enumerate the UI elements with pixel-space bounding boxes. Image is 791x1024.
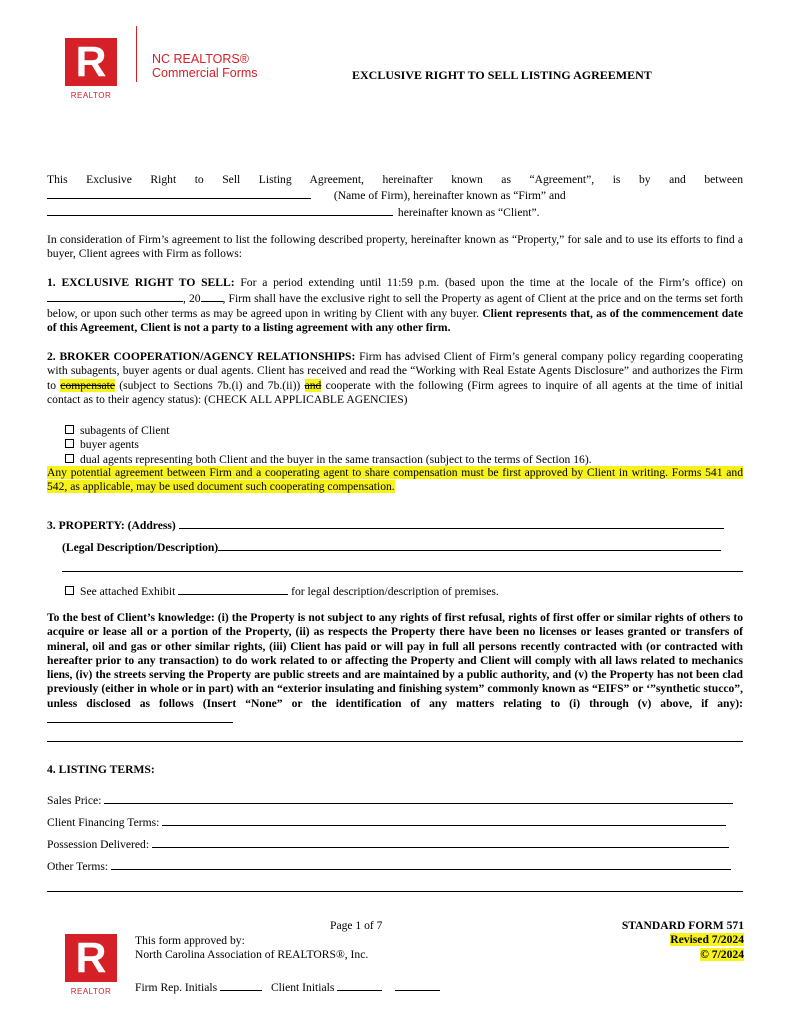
other-terms-line-2[interactable] xyxy=(47,891,743,892)
footer-realtor-logo xyxy=(63,934,119,998)
sales-price-row: Sales Price: xyxy=(47,792,743,808)
section-1-representation: Client represents that, as of the commencement date of this Agreement, Client is not a party to a listing agreement with any other firm. xyxy=(47,306,743,334)
copyright: © 7/2024 xyxy=(700,947,744,961)
exhibit-field[interactable] xyxy=(178,583,288,595)
intro-client-label: hereinafter known as “Client”. xyxy=(397,205,540,219)
end-date-field[interactable] xyxy=(47,290,183,302)
intro-paragraph xyxy=(47,173,743,220)
firm-name-field[interactable] xyxy=(47,187,311,199)
listing-terms-heading: 4. LISTING TERMS: xyxy=(47,763,155,776)
page-number: Page 1 of 7 xyxy=(330,919,383,932)
possession-field[interactable] xyxy=(152,836,729,848)
client-name-field[interactable] xyxy=(47,204,393,216)
section-1-text-a: For a period extending until 11:59 p.m. (based upon the time at the locale of the Firm’s office) on xyxy=(240,276,743,289)
financing-terms-row: Client Financing Terms: xyxy=(47,814,743,830)
sales-price-field[interactable] xyxy=(104,792,733,804)
other-terms-row: Other Terms: xyxy=(47,858,743,874)
legal-description-row xyxy=(62,539,743,555)
checkbox-icon[interactable] xyxy=(65,425,74,434)
footer-logo-caption: REALTOR xyxy=(70,987,112,996)
disclosure-line-2[interactable] xyxy=(47,741,743,742)
legal-description-label: (Legal Description/Description) xyxy=(62,541,219,554)
form-id-block xyxy=(622,919,744,962)
compensation-highlight: Any potential agreement between Firm and a cooperating agent to share compensation must be first approved by Client in writing. Forms 541 and 542, as applicable, may be used document such cooperating compensation. xyxy=(47,466,743,494)
option-buyer-agents[interactable]: buyer agents xyxy=(65,438,592,452)
financing-terms-field[interactable] xyxy=(162,814,726,826)
brand-line-1: NC REALTORS® xyxy=(152,52,249,66)
section-1: 1. EXCLUSIVE RIGHT TO SELL: For a period extending until 11:59 p.m. (based upon the time at the locale of the Firm’s office) on , 20 , Firm shall have the exclusive right to sell the Property as agent of Client at the price and on the terms set forth below, or upon such other terms as may be agreed upon in writing by Client with any buyer. Client represents that, as of the commencement date of this Agreement, Client is not a party to a listing agreement with any other firm. xyxy=(47,276,744,334)
disclosure-field[interactable] xyxy=(47,711,233,723)
struck-and: and xyxy=(304,378,322,392)
agency-options xyxy=(65,424,592,467)
exhibit-checkbox-icon[interactable] xyxy=(65,586,74,595)
section-1-text-c: , Firm shall have the exclusive right to sell the Property as agent of Client at the price and on the terms set forth below, or upon such other terms as may be agreed upon in writing by Client with any buyer. xyxy=(47,292,744,320)
property-address-field[interactable] xyxy=(179,517,724,529)
consideration-paragraph: In consideration of Firm’s agreement to list the following described property, hereinafter known as “Property,” for sale and to use its efforts to find a buyer, Client agrees with Firm as follows: xyxy=(47,233,743,261)
checkbox-icon[interactable] xyxy=(65,439,74,448)
logo-caption: REALTOR xyxy=(70,91,112,100)
brand-name xyxy=(152,52,258,80)
intro-firm-label: (Name of Firm), hereinafter known as “Firm” and xyxy=(333,189,566,203)
header-divider xyxy=(136,26,137,82)
exhibit-row: See attached Exhibit for legal description/description of premises. xyxy=(65,583,743,599)
initials-row: Firm Rep. Initials Client Initials xyxy=(135,979,440,995)
intro-line-1: This Exclusive Right to Sell Listing Agreement, hereinafter known as “Agreement”, is by and between xyxy=(47,173,743,186)
firm-initials-field[interactable] xyxy=(220,979,262,991)
other-terms-field[interactable] xyxy=(111,858,731,870)
struck-compensate: compensate xyxy=(60,378,116,392)
brand-line-2: Commercial Forms xyxy=(152,66,258,80)
possession-row: Possession Delivered: xyxy=(47,836,743,852)
end-year-field[interactable] xyxy=(201,290,223,302)
checkbox-icon[interactable] xyxy=(65,454,74,463)
legal-description-line-2[interactable] xyxy=(62,571,743,572)
document-title: EXCLUSIVE RIGHT TO SELL LISTING AGREEMENT xyxy=(352,68,652,82)
section-2: 2. BROKER COOPERATION/AGENCY RELATIONSHIPS: Firm has advised Client of Firm’s general company policy regarding cooperating with subagents, buyer agents or dual agents. Client has received and read the “Working with Real Estate Agents Disclosure” and authorizes the Firm to compensate (subject to Sections 7b.(i) and 7b.(ii)) and cooperate with the following (Firm agrees to inquire of all agents at the time of initial contact as to their agency status): (CHECK ALL APPLICABLE AGENCIES) xyxy=(47,350,743,406)
section-2-heading: 2. BROKER COOPERATION/AGENCY RELATIONSHIPS: xyxy=(47,350,356,363)
realtor-logo xyxy=(63,38,119,102)
realtor-r-icon: R xyxy=(65,38,117,86)
property-heading: 3. PROPERTY: (Address) xyxy=(47,519,176,532)
legal-description-field[interactable] xyxy=(218,539,721,551)
option-dual-agents[interactable]: dual agents representing both Client and the buyer in the same transaction (subject to the terms of Section 16). xyxy=(65,453,592,467)
client-knowledge-paragraph: To the best of Client’s knowledge: (i) the Property is not subject to any rights of first refusal, rights of first offer or similar rights of others to acquire or lease all or a portion of the Property, (ii) as respects the Property there have been no licenses or leases granted or transfers of mineral, oil and gas or other similar rights, (iii) Client has paid or will pay in full all persons recently contracted with (or contracted with hereafter prior to any transaction) to do work related to or affecting the Property and Client will comply with all laws related to mechanics liens, (iv) the streets serving the Property are public streets and are maintained by a public authority, and (v) the Property has not been clad previously (either in whole or in part) with an “exterior insulating and finishing system” commonly known as “EIFS” or ‘”synthetic stucco”, unless disclosed as follows (Insert “None” or the identification of any matters relating to (i) through (v) above, if any): xyxy=(47,611,743,727)
client-initials-field-2[interactable] xyxy=(395,979,440,991)
footer-realtor-r-icon: R xyxy=(65,934,117,982)
client-initials-field-1[interactable] xyxy=(337,979,382,991)
revised-date: Revised 7/2024 xyxy=(670,933,744,947)
option-subagents[interactable]: subagents of Client xyxy=(65,424,592,438)
form-name: STANDARD FORM 571 xyxy=(621,919,744,932)
property-address-row xyxy=(47,517,743,533)
approval-block: This form approved by: North Carolina Association of REALTORS®, Inc. xyxy=(135,934,369,962)
section-1-heading: 1. EXCLUSIVE RIGHT TO SELL: xyxy=(47,276,235,289)
